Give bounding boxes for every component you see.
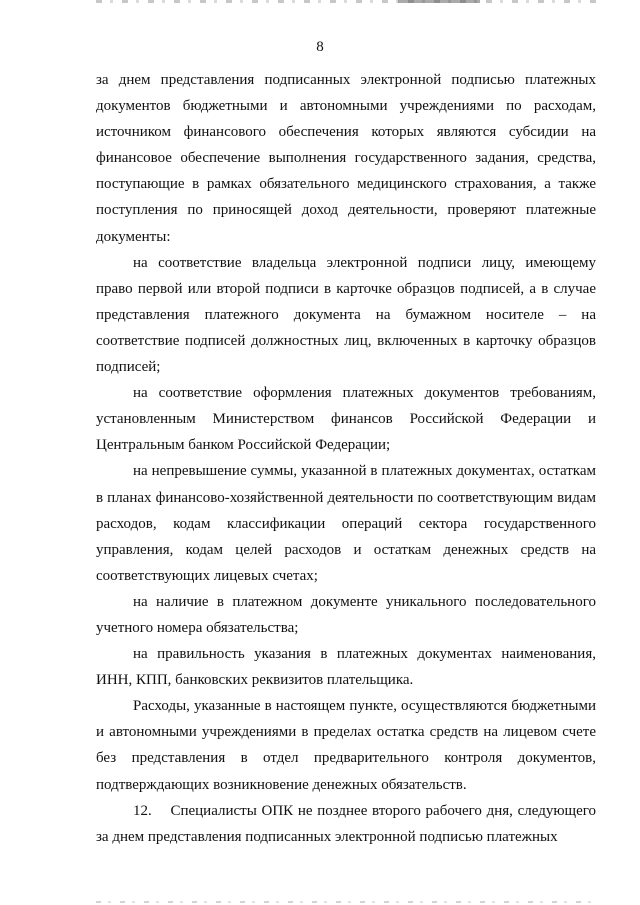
scan-bottom-artifact	[96, 901, 596, 903]
paragraph-12	[96, 798, 596, 850]
paragraph-format-check: на соответствие оформления платежных документов требованиям, установленным Министерством финансов Российской Федерации и Центральным банком Российской Федерации;	[96, 385, 596, 454]
paragraph-12-number: 12.	[133, 802, 152, 819]
paragraph-amount-check: на непревышение суммы, указанной в платежных документах, остаткам в планах финансово-хозяйственной деятельности по соответствующим видам расходов, кодам классификации операций сектора государственного управления, кодам целей расходов и остаткам денежных средств на соответствующих лицевых счетах;	[96, 463, 596, 584]
paragraph-signature-check: на соответствие владельца электронной подписи лицу, имеющему право первой или второй подписи в карточке образцов подписей, а в случае представления платежного документа на бумажном носителе – на соответствие подписей должностных лиц, включенных в карточку образцов подписей;	[96, 254, 596, 376]
scan-top-artifact	[96, 0, 596, 3]
paragraph-requisites-check: на правильность указания в платежных документах наименования, ИНН, КПП, банковских реквизитов плательщика.	[96, 646, 596, 689]
document-body	[96, 67, 596, 850]
scan-top-artifact-dark	[398, 0, 480, 3]
page-number: 8	[316, 39, 324, 55]
paragraph-expenses: Расходы, указанные в настоящем пункте, осуществляются бюджетными и автономными учреждениями в пределах остатка средств на лицевом счете без представления в отдел предварительного контроля документов, подтверждающих возникновение денежных обязательств.	[96, 698, 596, 793]
paragraph-12-text: Специалисты ОПК не позднее второго рабочего дня, следующего за днем представления подписанных электронной подписью платежных	[96, 802, 597, 845]
paragraph-continuation: за днем представления подписанных электронной подписью платежных документов бюджетными и автономными учреждениями по расходам, источником финансового обеспечения которых являются субсидии на финансовое обеспечение выполнения государственного задания, средства, поступающие в рамках обязательного медицинского страхования, а также поступления по приносящей доход деятельности, проверяют платежные документы:	[96, 72, 596, 245]
paragraph-obligation-number-check: на наличие в платежном документе уникального последовательного учетного номера обязательства;	[96, 593, 596, 636]
